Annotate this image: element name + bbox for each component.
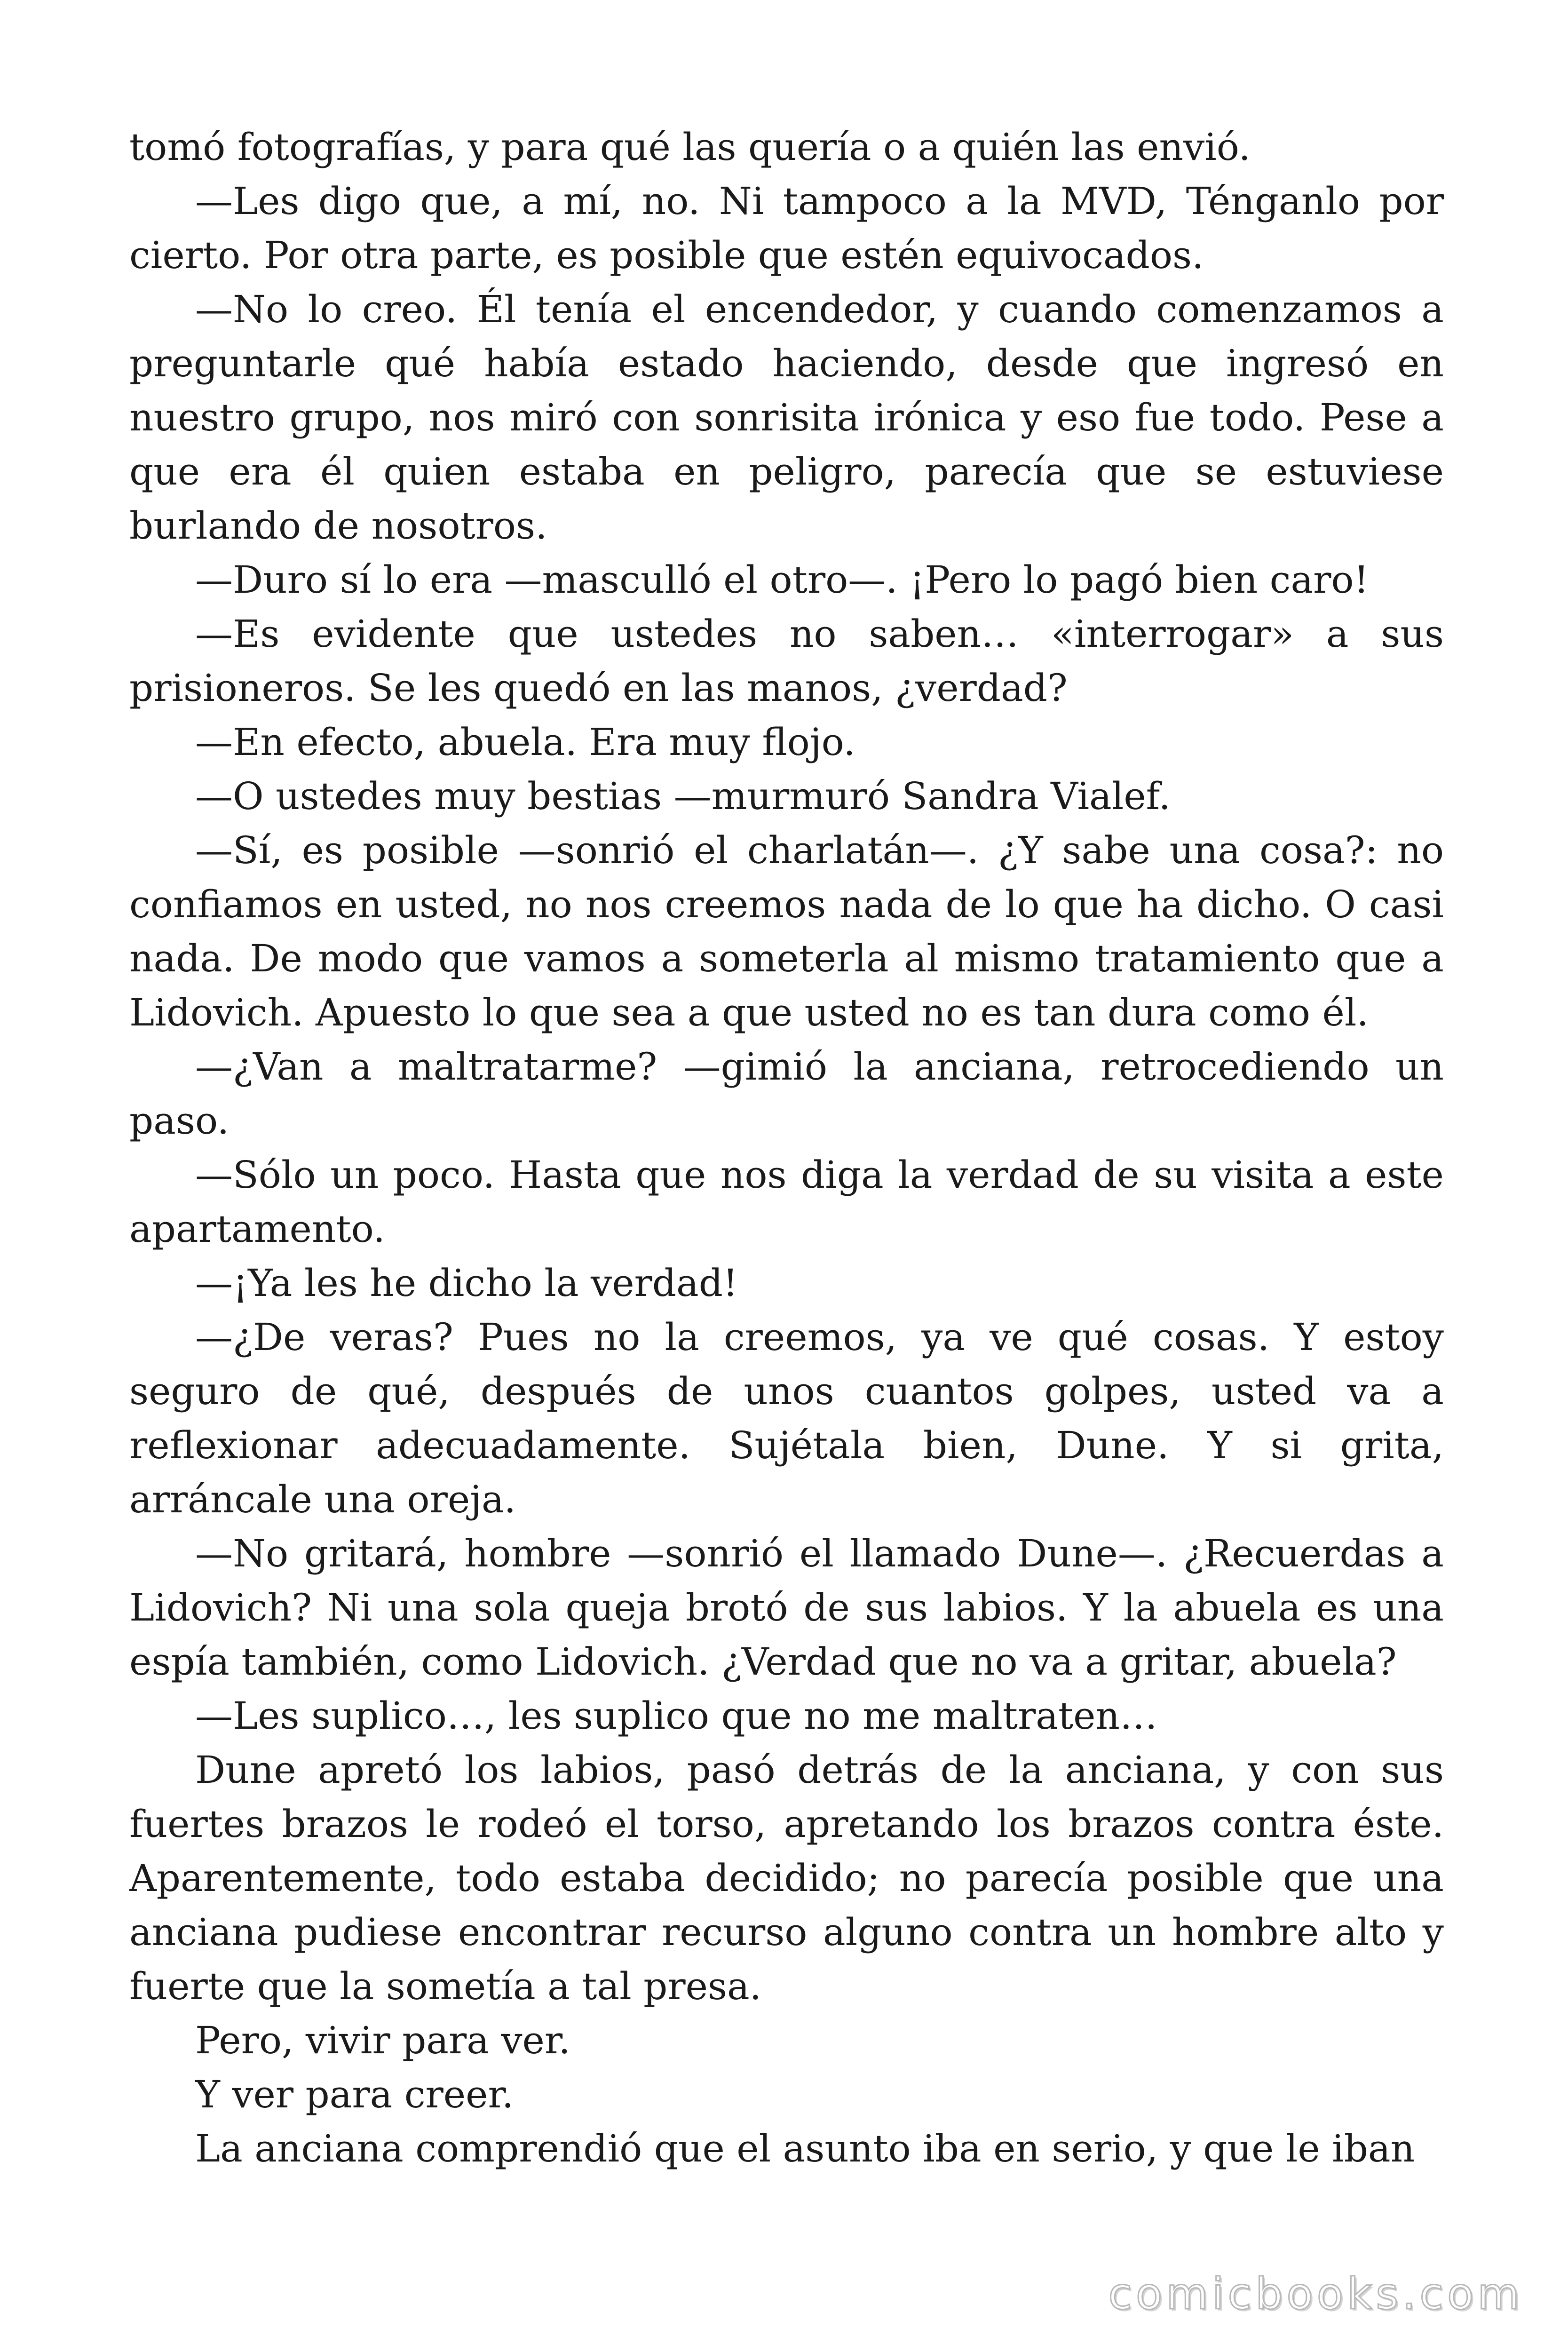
paragraph: —No gritará, hombre —sonrió el llamado Dune—. ¿Recuerdas a Lidovich? Ni una sola queja brotó de sus labios. Y la abuela es una espía también, como Lidovich. ¿Verdad que no va a gritar, abuela? [129, 1532, 1444, 1684]
paragraph: —Les digo que, a mí, no. Ni tampoco a la MVD, Ténganlo por cierto. Por otra parte, es posible que estén equivocados. [129, 179, 1444, 277]
paragraph: —O ustedes muy bestias —murmuró Sandra Vialef. [195, 774, 1171, 818]
paragraph: —¿Van a maltratarme? —gimió la anciana, retrocediendo un paso. [129, 1045, 1444, 1143]
paragraph: Y ver para creer. [195, 2073, 514, 2116]
paragraph: La anciana comprendió que el asunto iba en serio, y que le iban [195, 2127, 1415, 2170]
paragraph: —Sí, es posible —sonrió el charlatán—. ¿Y sabe una cosa?: no confiamos en usted, no nos creemos nada de lo que ha dicho. O casi nada. De modo que vamos a someterla al mismo tratamiento que a Lidovich. Apuesto lo que sea a que usted no es tan dura como él. [129, 828, 1444, 1034]
paragraph: —Sólo un poco. Hasta que nos diga la verdad de su visita a este apartamento. [129, 1153, 1444, 1251]
paragraph: —En efecto, abuela. Era muy flojo. [195, 720, 855, 764]
paragraph: —Les suplico…, les suplico que no me maltraten… [195, 1694, 1158, 1738]
paragraph: —¿De veras? Pues no la creemos, ya ve qué cosas. Y estoy seguro de qué, después de unos cuantos golpes, usted va a reflexionar adecuadamente. Sujétala bien, Dune. Y si grita, arráncale una oreja. [129, 1315, 1444, 1521]
paragraph: —¡Ya les he dicho la verdad! [195, 1261, 738, 1305]
watermark: comicbooks.com [1108, 2269, 1523, 2319]
paragraph: —No lo creo. Él tenía el encendedor, y cuando comenzamos a preguntarle qué había estado haciendo, desde que ingresó en nuestro grupo, nos miró con sonrisita irónica y eso fue todo. Pese a que era él quien estaba en peligro, parecía que se estuviese burlando de nosotros. [129, 287, 1444, 548]
paragraph: Dune apretó los labios, pasó detrás de la anciana, y con sus fuertes brazos le rodeó el torso, apretando los brazos contra éste. Aparentemente, todo estaba decidido; no parecía posible que una anciana pudiese encontrar recurso alguno contra un hombre alto y fuerte que la sometía a tal presa. [129, 1748, 1444, 2008]
body-text [129, 120, 1444, 2176]
paragraph: —Duro sí lo era —masculló el otro—. ¡Pero lo pagó bien caro! [195, 558, 1369, 602]
paragraph: —Es evidente que ustedes no saben… «interrogar» a sus prisioneros. Se les quedó en las manos, ¿verdad? [129, 612, 1444, 710]
paragraph-continuation: tomó fotografías, y para qué las quería o a quién las envió. [129, 125, 1251, 169]
paragraph: Pero, vivir para ver. [195, 2018, 570, 2062]
